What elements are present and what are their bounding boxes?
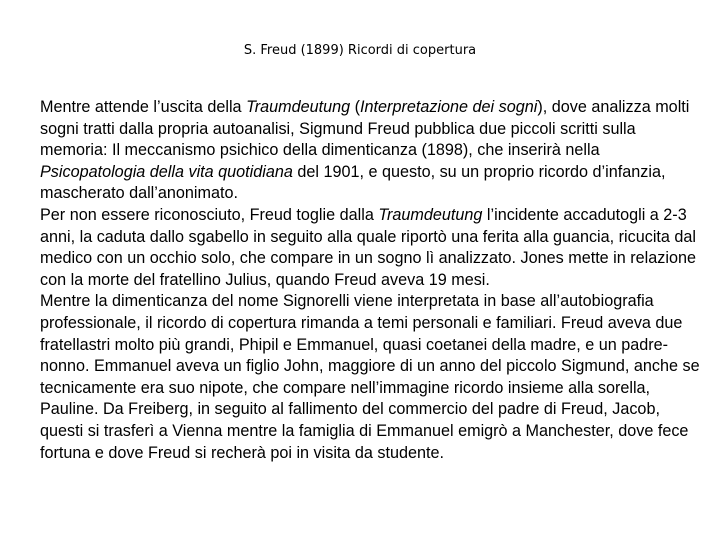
text-segment: Mentre la dimenticanza del nome Signorelli viene interpretata in base all’autobiografia professionale, il ricordo di copertura rimanda a temi personali e familiari. Freud aveva due fratellastri molto più grandi, Phipil e Emmanuel, quasi coetanei della madre, e un padre-nonno. Emmanuel aveva un figlio John, maggiore di un anno del piccolo Sigmund, anche se tecnicamente era suo nipote, che compare nell’immagine ricordo insieme alla sorella, Pauline. Da Freiberg, in seguito al fallimento del commercio del padre di Freud, Jacob, questi si trasferì a Vienna mentre la famiglia di Emmanuel emigrò a Manchester, dove fece fortuna e dove Freud si recherà poi in visita da studente. <box>40 292 700 462</box>
slide-title: S. Freud (1899) Ricordi di copertura <box>243 43 477 58</box>
text-segment: l’incidente accadutogli a 2-3 anni, la caduta dallo sgabello in seguito alla quale riportò una ferita alla guancia, ricucita dal medico con un occhio solo, che compare in un sogno lì analizzato. Jones mette in relazione con la morte del fratellino Julius, quando Freud aveva 19 mesi. <box>40 205 697 289</box>
paragraph <box>40 291 700 464</box>
italic-title-traumdeutung: Traumdeutung <box>378 205 483 224</box>
text-segment: Per non essere riconosciuto, Freud toglie dalla <box>40 205 379 224</box>
text-segment: Mentre attende l’uscita della <box>40 98 247 116</box>
text-segment: del 1901, e questo, su un proprio ricordo d’infanzia, mascherato dall’anonimato. <box>40 162 666 203</box>
paragraph <box>40 205 700 291</box>
text-segment: ), dove analizza molti sogni tratti dalla propria autoanalisi, Sigmund Freud pubblica due piccoli scritti sulla memoria: Il meccanismo psichico della dimenticanza (1898), che inserirà nella <box>40 98 690 160</box>
italic-title-traumdeutung: Traumdeutung <box>246 98 351 116</box>
italic-title-interpretazione: Interpretazione dei sogni <box>360 98 538 116</box>
text-segment: ( <box>350 98 361 116</box>
body-text <box>40 97 700 464</box>
paragraph <box>40 97 700 205</box>
italic-title-psicopatologia: Psicopatologia della vita quotidiana <box>40 162 293 181</box>
